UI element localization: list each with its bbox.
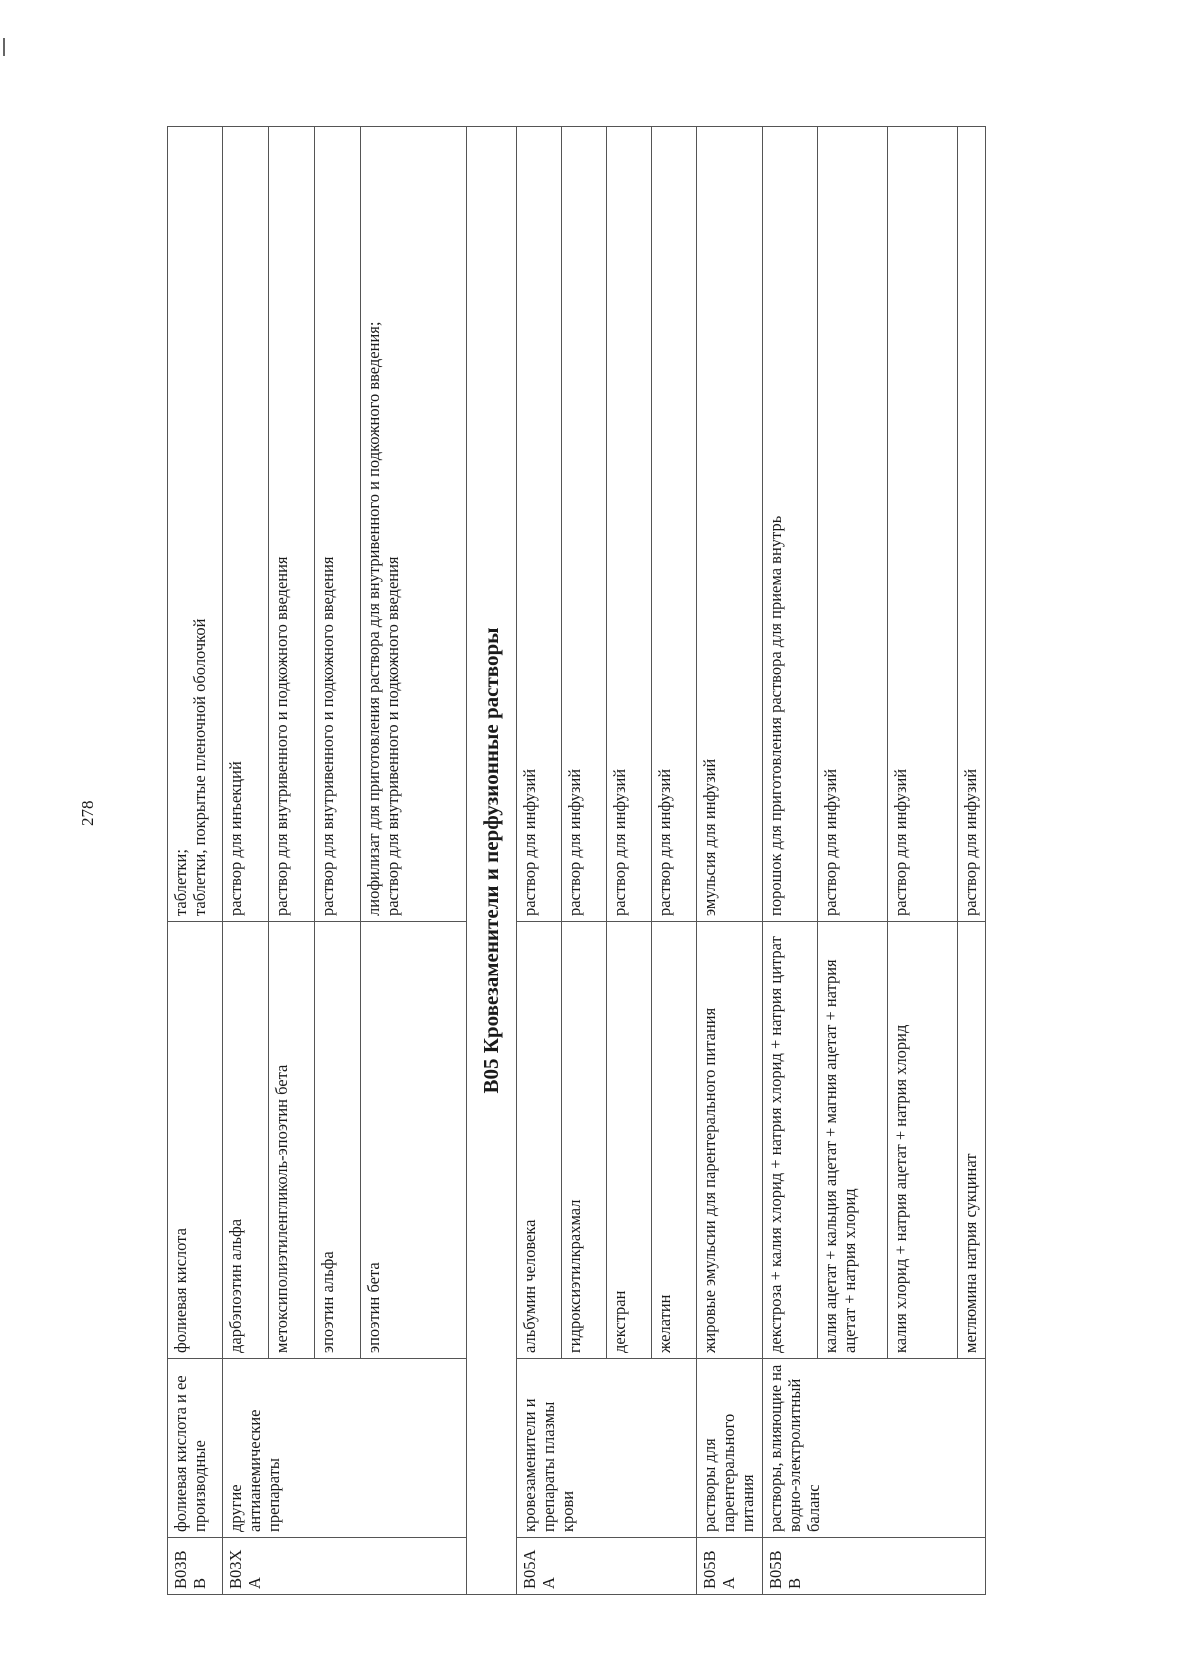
pharmacological-group: кровезаменители и препараты плазмы крови [517, 1359, 697, 1538]
dosage-forms [652, 127, 697, 922]
scan-mark [3, 38, 5, 56]
section-row [467, 127, 517, 1595]
dosage-forms [168, 127, 223, 922]
active-substance: декстран [607, 922, 652, 1359]
atc-code: B05BB [762, 1538, 985, 1595]
dosage-form: таблетки; [171, 849, 190, 916]
table-row [762, 127, 817, 1595]
active-substance: дарбэпоэтин альфа [223, 922, 269, 1359]
dosage-forms [562, 127, 607, 922]
pharmacological-group: фолиевая кислота и ее производные [168, 1359, 223, 1538]
active-substance: жировые эмульсии для парентерального питания [697, 922, 763, 1359]
dosage-form: раствор для инфузий [655, 768, 674, 916]
dosage-form: раствор для внутривенного и подкожного введения [382, 556, 402, 916]
atc-code: B05BA [697, 1538, 763, 1595]
dosage-form: раствор для внутривенного и подкожного введения [272, 556, 291, 916]
active-substance: альбумин человека [517, 922, 562, 1359]
medication-table-frame [167, 127, 980, 1595]
active-substance: гидроксиэтилкрахмал [562, 922, 607, 1359]
dosage-forms [269, 127, 315, 922]
table-row [697, 127, 763, 1595]
pharmacological-group: другие антианемические препараты [223, 1359, 467, 1538]
dosage-forms [361, 127, 467, 922]
table-row [168, 127, 223, 1595]
dosage-forms [887, 127, 957, 922]
table-row [223, 127, 269, 1595]
atc-code: B03BB [168, 1538, 223, 1595]
page-number: 278 [78, 800, 97, 826]
active-substance: метоксиполиэтиленгликоль-эпоэтин бета [269, 922, 315, 1359]
dosage-forms [223, 127, 269, 922]
dosage-form: раствор для инфузий [960, 768, 980, 916]
dosage-forms [517, 127, 562, 922]
active-substance: эпоэтин альфа [315, 922, 361, 1359]
dosage-form: раствор для инфузий [565, 768, 584, 916]
dosage-form: эмульсия для инфузий [700, 758, 719, 916]
dosage-form: раствор для инъекций [226, 761, 245, 916]
active-substance: меглюмина натрия сукцинат [957, 922, 985, 1359]
active-substance: желатин [652, 922, 697, 1359]
dosage-forms [607, 127, 652, 922]
dosage-forms [762, 127, 817, 922]
active-substance: эпоэтин бета [361, 922, 467, 1359]
atc-code: B03XA [223, 1538, 467, 1595]
active-substance: калия ацетат + кальция ацетат + магния ацетат + натрия ацетат + натрия хлорид [817, 922, 887, 1359]
active-substance: фолиевая кислота [168, 922, 223, 1359]
table-row [517, 127, 562, 1595]
pharmacological-group: растворы для парентерального питания [697, 1359, 763, 1538]
dosage-form: раствор для внутривенного и подкожного введения [318, 556, 337, 916]
medication-table [167, 126, 986, 1595]
section-heading: B05 Кровезаменители и перфузионные растворы [467, 127, 517, 1595]
dosage-form: раствор для инфузий [820, 768, 840, 916]
active-substance: декстроза + калия хлорид + натрия хлорид + натрия цитрат [762, 922, 817, 1359]
dosage-forms [817, 127, 887, 922]
dosage-forms [957, 127, 985, 922]
dosage-form: лиофилизат для приготовления раствора для внутривенного и подкожного введения; [364, 321, 383, 916]
dosage-form: порошок для приготовления раствора для приема внутрь [765, 515, 785, 916]
atc-code: B05AA [517, 1538, 697, 1595]
dosage-forms [315, 127, 361, 922]
dosage-forms [697, 127, 763, 922]
active-substance: калия хлорид + натрия ацетат + натрия хлорид [887, 922, 957, 1359]
dosage-form: раствор для инфузий [610, 768, 629, 916]
dosage-form: раствор для инфузий [890, 768, 910, 916]
dosage-form: таблетки, покрытые пленочной оболочкой [189, 618, 209, 916]
dosage-form: раствор для инфузий [520, 768, 539, 916]
pharmacological-group: растворы, влияющие на водно-электролитный баланс [762, 1359, 985, 1538]
